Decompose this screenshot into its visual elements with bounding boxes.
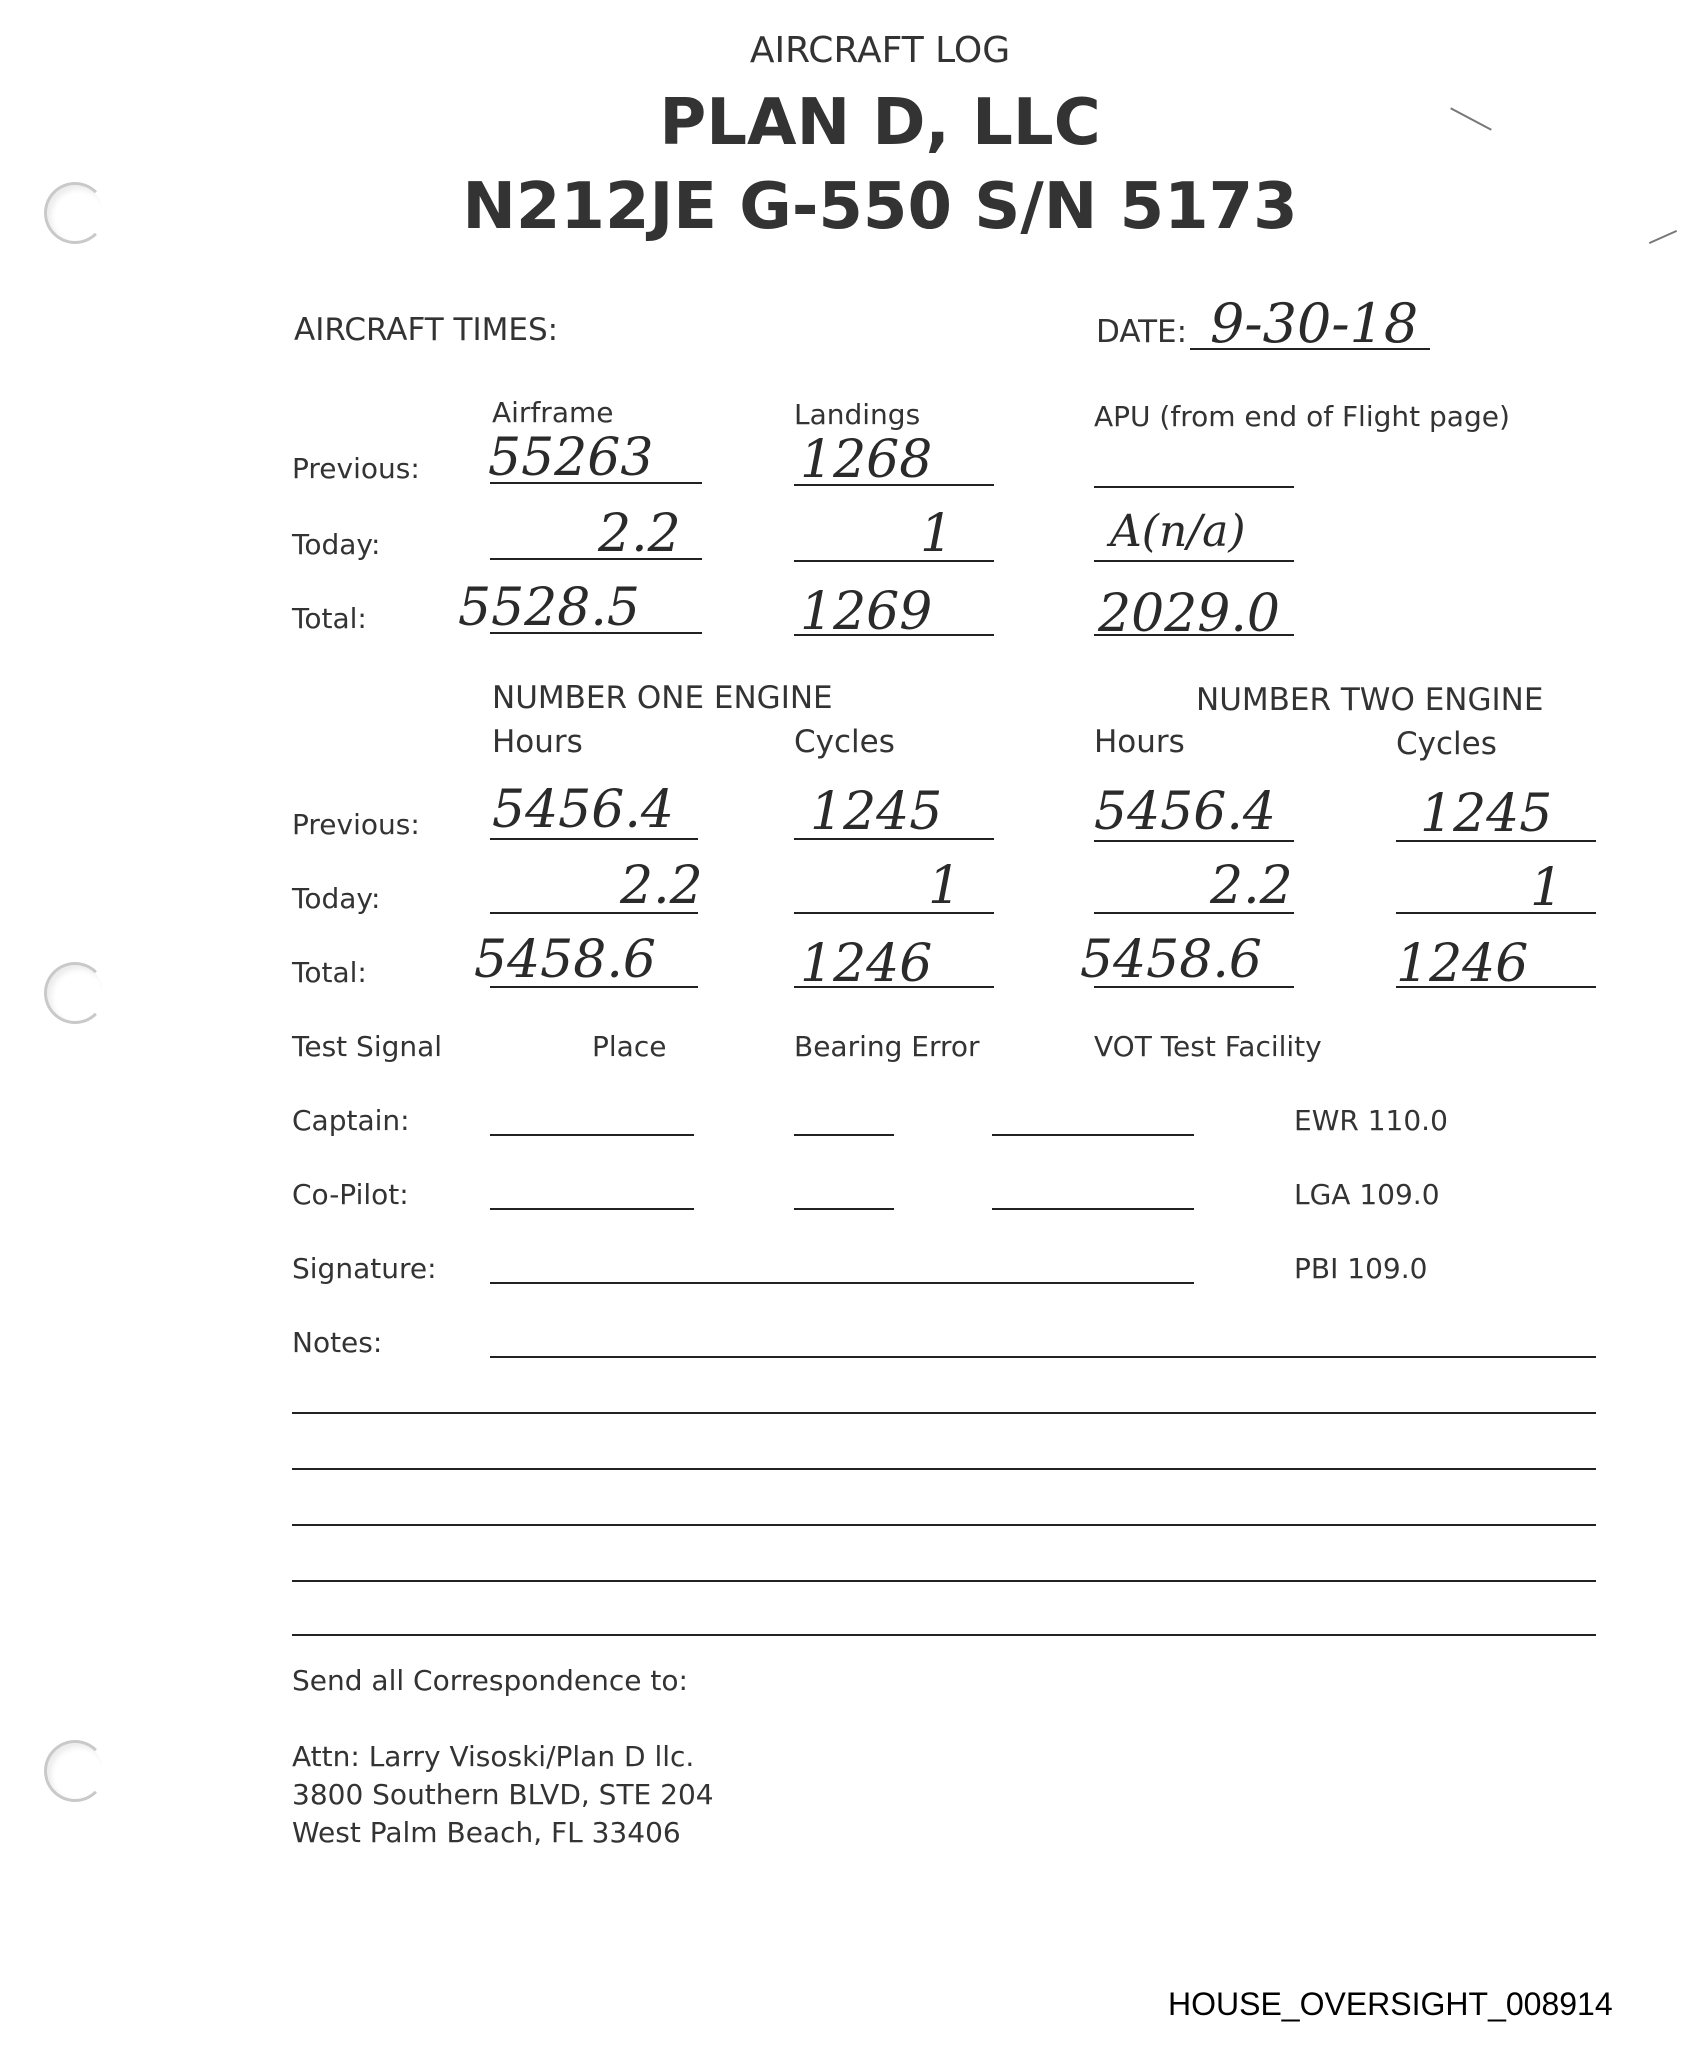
- engine-two-heading: NUMBER TWO ENGINE: [1196, 682, 1544, 718]
- captain-extra-line: [992, 1134, 1194, 1136]
- apu-today-value: A(n/a): [1110, 506, 1246, 557]
- e1-hours-today-value: 2.2: [620, 856, 703, 916]
- captain-label: Captain:: [292, 1104, 410, 1137]
- landings-today-line: [794, 560, 994, 562]
- e2-cycles-today-line: [1396, 912, 1596, 914]
- form-title: AIRCRAFT LOG: [749, 30, 1011, 71]
- binder-hole-bottom: [44, 1740, 106, 1802]
- airframe-today-value: 2.2: [598, 504, 681, 564]
- apu-previous-line: [1094, 486, 1294, 488]
- signature-line: [490, 1282, 1194, 1284]
- copilot-extra-line: [992, 1208, 1194, 1210]
- airframe-total-value: 5528.5: [458, 578, 640, 638]
- e1-cycles-previous-value: 1245: [810, 782, 943, 842]
- e1-hours-previous-value: 5456.4: [492, 780, 674, 840]
- correspondence-attn: Attn: Larry Visoski/Plan D llc.: [292, 1740, 695, 1773]
- copilot-bearing-line: [794, 1208, 894, 1210]
- e2-hours-today-value: 2.2: [1210, 856, 1293, 916]
- e1-cycles-today-line: [794, 912, 994, 914]
- notes-line-6: [292, 1634, 1596, 1636]
- engine-one-cycles-label: Cycles: [794, 724, 895, 760]
- binder-hole-middle: [44, 962, 106, 1024]
- engine-one-heading: NUMBER ONE ENGINE: [492, 680, 833, 716]
- times-row-today-label: Today:: [292, 528, 381, 561]
- bearing-error-label: Bearing Error: [794, 1030, 980, 1063]
- date-label: DATE:: [1096, 314, 1188, 350]
- e2-hours-total-value: 5458.6: [1080, 930, 1262, 990]
- apu-total-value: 2029.0: [1098, 584, 1280, 644]
- facility-lga: LGA 109.0: [1294, 1178, 1440, 1211]
- landings-previous-value: 1268: [800, 430, 933, 490]
- e2-cycles-previous-value: 1245: [1420, 784, 1553, 844]
- engine-two-cycles-label: Cycles: [1396, 726, 1497, 762]
- signature-label: Signature:: [292, 1252, 437, 1285]
- notes-line-4: [292, 1524, 1596, 1526]
- date-value: 9-30-18: [1210, 292, 1419, 355]
- correspondence-heading: Send all Correspondence to:: [292, 1664, 688, 1697]
- copilot-label: Co-Pilot:: [292, 1178, 409, 1211]
- notes-label: Notes:: [292, 1326, 383, 1359]
- notes-line-1: [490, 1356, 1596, 1358]
- e2-cycles-today-value: 1: [1530, 858, 1564, 918]
- landings-today-value: 1: [920, 504, 954, 564]
- captain-place-line: [490, 1134, 694, 1136]
- engine-one-hours-label: Hours: [492, 724, 583, 760]
- company-name: PLAN D, LLC: [659, 86, 1101, 160]
- e2-cycles-total-value: 1246: [1396, 934, 1529, 994]
- e2-hours-previous-value: 5456.4: [1094, 782, 1276, 842]
- aircraft-times-label: AIRCRAFT TIMES:: [294, 312, 559, 348]
- notes-line-5: [292, 1580, 1596, 1582]
- captain-bearing-line: [794, 1134, 894, 1136]
- copilot-place-line: [490, 1208, 694, 1210]
- notes-line-2: [292, 1412, 1596, 1414]
- engine-row-today-label: Today:: [292, 882, 381, 915]
- times-row-total-label: Total:: [292, 602, 367, 635]
- facility-ewr: EWR 110.0: [1294, 1104, 1448, 1137]
- place-label: Place: [592, 1030, 667, 1063]
- notes-line-3: [292, 1468, 1596, 1470]
- facility-pbi: PBI 109.0: [1294, 1252, 1428, 1285]
- vot-facility-label: VOT Test Facility: [1094, 1030, 1322, 1063]
- times-row-previous-label: Previous:: [292, 452, 420, 485]
- e1-cycles-today-value: 1: [928, 856, 962, 916]
- col-apu: APU (from end of Flight page): [1094, 400, 1510, 433]
- engine-row-previous-label: Previous:: [292, 808, 420, 841]
- e1-cycles-total-value: 1246: [800, 934, 933, 994]
- landings-total-value: 1269: [800, 582, 933, 642]
- engine-two-hours-label: Hours: [1094, 724, 1185, 760]
- aircraft-identifier: N212JE G-550 S/N 5173: [462, 170, 1298, 244]
- apu-today-line: [1094, 560, 1294, 562]
- col-airframe: Airframe: [492, 396, 614, 429]
- correspondence-address-1: 3800 Southern BLVD, STE 204: [292, 1778, 714, 1811]
- correspondence-address-2: West Palm Beach, FL 33406: [292, 1816, 681, 1849]
- airframe-previous-value: 55263: [488, 428, 654, 488]
- e1-hours-total-value: 5458.6: [474, 930, 656, 990]
- engine-row-total-label: Total:: [292, 956, 367, 989]
- document-id: HOUSE_OVERSIGHT_008914: [1168, 1986, 1613, 2022]
- test-signal-label: Test Signal: [292, 1030, 443, 1063]
- col-landings: Landings: [794, 398, 921, 431]
